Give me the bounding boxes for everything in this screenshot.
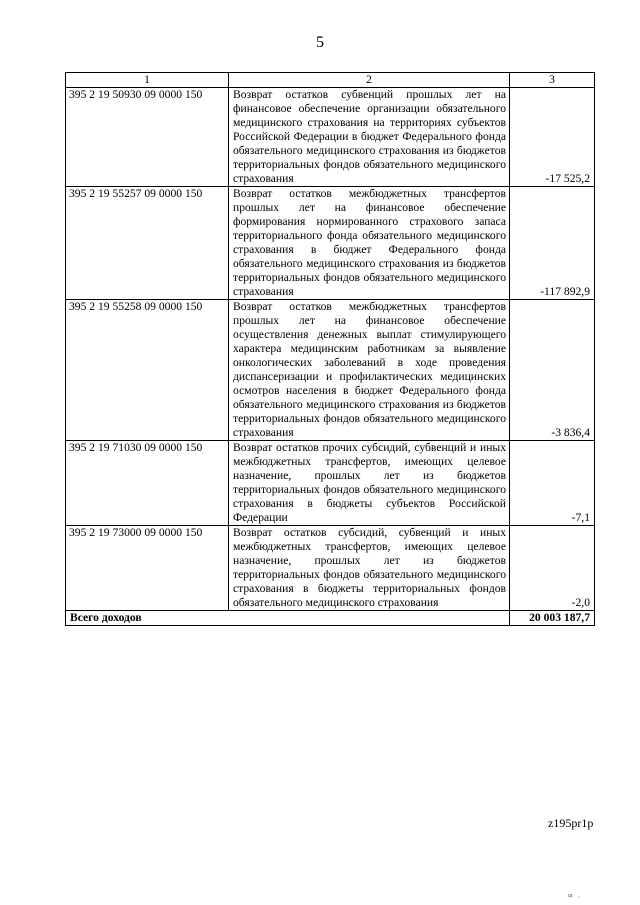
row-description-text: Возврат остатков межбюджетных трансфертов прошлых лет на финансовое обеспечение формирования нормированного страхового запаса территориального фонда обязательного медицинского страхования в бюджет Федерального фонда обязательного медицинского страхования из бюджетов территориальных фондов обязательного медицинского страхования (233, 187, 506, 298)
revenue-table (65, 72, 595, 626)
header-col-3: 3 (510, 73, 595, 88)
row-description (229, 526, 510, 611)
row-amount: -17 525,2 (510, 88, 595, 187)
table-row (66, 187, 595, 300)
table-row (66, 441, 595, 526)
header-col-2: 2 (229, 73, 510, 88)
total-label: Всего доходов (66, 611, 510, 626)
row-description (229, 187, 510, 300)
table-header-row (66, 73, 595, 88)
row-amount: -117 892,9 (510, 187, 595, 300)
row-description (229, 88, 510, 187)
total-amount: 20 003 187,7 (510, 611, 595, 626)
row-amount: -7,1 (510, 441, 595, 526)
row-code: 395 2 19 71030 09 0000 150 (66, 441, 229, 526)
table-row (66, 88, 595, 187)
table-row (66, 526, 595, 611)
row-description-text: Возврат остатков межбюджетных трансфертов прошлых лет на финансовое обеспечение осуществления денежных выплат стимулирующего характера медицинским работникам за выявление онкологических заболеваний в ходе проведения диспансеризации и профилактических медицинских осмотров населения в бюджет Федерального фонда обязательного медицинского страхования из бюджетов территориальных фондов обязательного медицинского страхования (233, 300, 506, 439)
page-number: 5 (316, 34, 324, 51)
row-description (229, 300, 510, 441)
row-description-text: Возврат остатков субсидий, субвенций и иных межбюджетных трансфертов, имеющих целевое назначение, прошлых лет из бюджетов территориальных фондов обязательного медицинского страхования в бюджеты территориальных фондов обязательного медицинского страхования (233, 526, 506, 609)
row-description-text: Возврат остатков прочих субсидий, субвенций и иных межбюджетных трансфертов, имеющих целевое назначение, прошлых лет из бюджетов территориальных фондов обязательного медицинского страхования в бюджеты субъектов Российской Федерации (233, 441, 506, 524)
row-amount: -2,0 (510, 526, 595, 611)
total-row (66, 611, 595, 626)
row-code: 395 2 19 55257 09 0000 150 (66, 187, 229, 300)
corner-mark: ш , (568, 893, 582, 899)
row-amount: -3 836,4 (510, 300, 595, 441)
row-description-text: Возврат остатков субвенций прошлых лет на финансовое обеспечение организации обязательного медицинского страхования на территориях субъектов Российской Федерации в бюджет Федерального фонда обязательного медицинского страхования из бюджетов территориальных фондов обязательного медицинского страхования (233, 88, 506, 185)
document-code: z195pr1p (548, 816, 594, 830)
row-description (229, 441, 510, 526)
row-code: 395 2 19 73000 09 0000 150 (66, 526, 229, 611)
row-code: 395 2 19 50930 09 0000 150 (66, 88, 229, 187)
header-col-1: 1 (66, 73, 229, 88)
row-code: 395 2 19 55258 09 0000 150 (66, 300, 229, 441)
table-row (66, 300, 595, 441)
